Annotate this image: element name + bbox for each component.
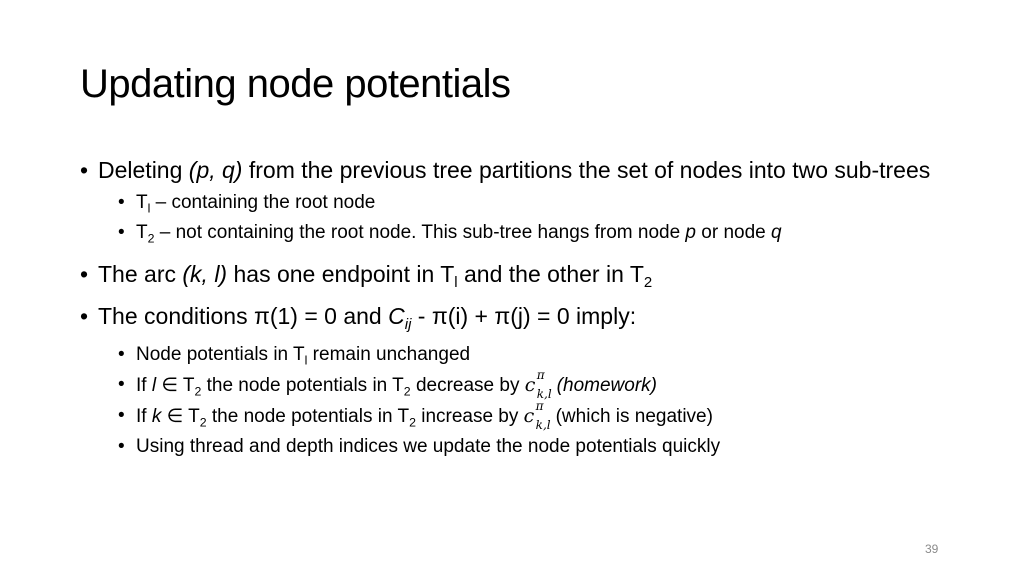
subbullet-text: decrease by: [410, 375, 525, 396]
var-k: k: [151, 406, 162, 427]
tree-symbol: T: [136, 222, 148, 243]
subbullet-text: the node potentials in T: [206, 406, 410, 427]
math-sup-pi: π: [536, 368, 545, 382]
bullet-emphasis: (p, q): [188, 157, 243, 183]
bullet-text: has one endpoint in T: [227, 261, 455, 287]
page-number: 39: [925, 542, 939, 556]
math-c: c: [524, 374, 536, 396]
tree-subscript: 2: [199, 415, 207, 430]
homework-note: (homework): [551, 375, 657, 396]
bullet-deleting: [80, 154, 960, 186]
subbullet-text: Using thread and depth indices we update the node potentials quickly: [136, 436, 721, 457]
subbullet-text: increase by: [415, 406, 524, 427]
tree-subscript: l: [147, 201, 151, 216]
subbullet-text: ∈ T: [161, 406, 200, 427]
arc-kl: (k, l): [182, 261, 228, 287]
cost-subscript-text: ij: [404, 316, 412, 334]
subbullet-text: or node: [696, 222, 771, 243]
subbullet-text: remain unchanged: [307, 344, 471, 365]
node-p: p: [685, 222, 696, 243]
bullet-text: from the previous tree partitions the set of nodes into two sub-trees: [242, 157, 931, 183]
bullet-text: Deleting: [98, 157, 189, 183]
tree-subscript: 2: [643, 274, 653, 292]
subbullet-t2: [118, 220, 960, 246]
tree-subscript: l: [304, 353, 308, 368]
subbullet-text: ∈ T: [156, 375, 195, 396]
subbullet-text: If: [136, 375, 152, 396]
math-sub-kl: k,l: [536, 387, 552, 401]
bullet-text: The arc: [98, 261, 183, 287]
subbullet-text: – containing the root node: [150, 192, 376, 213]
negative-note: (which is negative): [550, 406, 713, 427]
tree-subscript: 2: [147, 231, 155, 246]
reduced-cost-math: [523, 399, 551, 432]
subbullet-thread-depth: [118, 434, 960, 460]
tree-subscript: 2: [409, 415, 416, 430]
var-l: l: [151, 375, 157, 396]
math-sub-kl: k,l: [535, 418, 551, 432]
slide-title: Updating node potentials: [80, 62, 511, 106]
bullet-list: [80, 154, 960, 464]
node-q: q: [771, 222, 782, 243]
bullet-text: - π(i) + π(j) = 0 imply:: [411, 303, 637, 329]
subbullet-text: – not containing the root node. This sub-tree hangs from node: [154, 222, 686, 243]
math-c: c: [523, 405, 535, 427]
subbullet-text: Node potentials in T: [136, 344, 305, 365]
bullet-arc: [80, 258, 960, 290]
tree-subscript: 2: [403, 384, 411, 399]
tree-subscript: 2: [194, 384, 202, 399]
cost-symbol: C: [388, 303, 405, 329]
bullet-text: The conditions π(1) = 0 and: [98, 303, 389, 329]
tree-subscript: l: [454, 274, 458, 292]
bullet-text: and the other in T: [457, 261, 644, 287]
math-sup-pi: π: [535, 399, 544, 413]
subbullet-increase: [118, 399, 960, 432]
tree-symbol: T: [136, 192, 148, 213]
subbullet-text: the node potentials in T: [201, 375, 404, 396]
bullet-conditions: [80, 300, 960, 332]
subbullet-text: If: [136, 406, 152, 427]
subbullet-tl: [118, 190, 960, 216]
